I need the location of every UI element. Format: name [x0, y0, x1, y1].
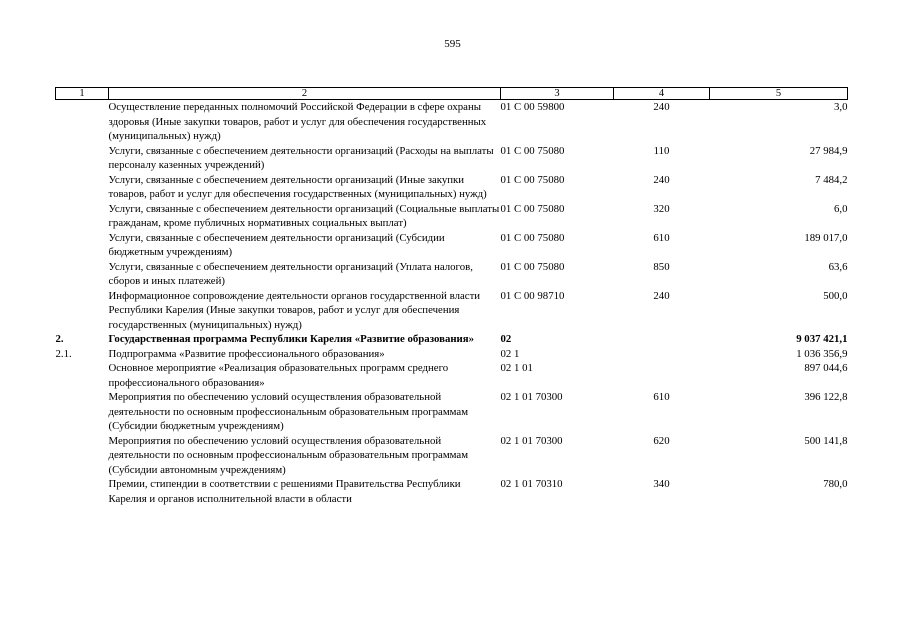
row-code: 02 1 01 70300 — [500, 434, 563, 447]
row-expense-type: 240 — [653, 101, 670, 113]
row-number: 2. — [55, 333, 64, 345]
row-number — [56, 390, 109, 434]
table-row — [56, 390, 848, 434]
row-code: 01 С 00 59800 — [500, 101, 565, 113]
table-header — [56, 88, 848, 100]
row-name: Услуги, связанные с обеспечением деятельности организаций (Субсидии бюджетным учреждениям) — [108, 231, 445, 258]
row-number — [56, 289, 109, 333]
table-body — [56, 100, 848, 507]
row-expense-type: 620 — [653, 434, 670, 447]
row-expense-type: 240 — [653, 173, 670, 186]
row-name: Основное мероприятие «Реализация образовательных программ среднего профессионального образования» — [108, 362, 449, 389]
row-expense-type: 610 — [653, 231, 670, 244]
header-col-3: 3 — [501, 88, 614, 100]
row-name: Информационное сопровождение деятельности органов государственной власти Республики Карелия (Иные закупки товаров, работ и услуг для обеспечения государственных (муниципальных) нужд) — [108, 289, 481, 331]
table-row — [56, 477, 848, 506]
row-amount: 396 122,8 — [804, 391, 848, 403]
table-row — [56, 231, 848, 260]
row-name: Государственная программа Республики Карелия «Развитие образования» — [108, 333, 475, 345]
row-code: 01 С 00 75080 — [500, 202, 565, 215]
row-amount: 897 044,6 — [804, 362, 848, 374]
table-row — [56, 173, 848, 202]
row-number — [56, 144, 109, 173]
table-row — [56, 100, 848, 144]
row-code: 02 1 01 — [500, 362, 533, 374]
row-code: 02 1 01 70310 — [500, 478, 563, 490]
row-name: Подпрограмма «Развитие профессионального образования» — [108, 347, 385, 360]
row-name: Мероприятия по обеспечению условий осуществления образовательной деятельности по основным профессиональным образовательным программам (Субсидии автономным учреждениям) — [108, 434, 469, 476]
row-amount: 1 036 356,9 — [796, 347, 848, 360]
row-name: Премии, стипендии в соответствии с решениями Правительства Республики Карелия и органов исполнительной власти в области — [108, 478, 461, 505]
header-row — [56, 88, 848, 100]
row-number — [56, 202, 109, 231]
row-number — [56, 260, 109, 289]
table-row — [56, 434, 848, 478]
budget-table — [55, 87, 848, 506]
row-code: 01 С 00 75080 — [500, 260, 565, 273]
row-number — [56, 434, 109, 478]
header-col-1: 1 — [56, 88, 109, 100]
row-code: 01 С 00 75080 — [500, 173, 565, 186]
row-name: Услуги, связанные с обеспечением деятельности организаций (Иные закупки товаров, работ и услуг для обеспечения государственных (муниципальных) нужд) — [108, 173, 487, 200]
row-expense-type — [614, 361, 710, 390]
row-name: Осуществление переданных полномочий Российской Федерации в сфере охраны здоровья (Иные закупки товаров, работ и услуг для обеспечения государственных (муниципальных) нужд) — [108, 101, 487, 142]
row-code: 02 1 — [500, 347, 520, 360]
row-expense-type: 240 — [653, 289, 670, 302]
row-amount: 3,0 — [834, 101, 848, 113]
row-code: 02 1 01 70300 — [500, 391, 563, 403]
row-number — [56, 477, 109, 506]
row-expense-type: 850 — [653, 260, 670, 273]
page-number: 595 — [444, 38, 461, 50]
table-row — [56, 361, 848, 390]
row-number — [56, 231, 109, 260]
header-col-2: 2 — [109, 88, 501, 100]
row-code: 01 С 00 75080 — [500, 144, 565, 157]
row-amount: 9 037 421,1 — [796, 333, 848, 345]
row-code: 02 — [500, 333, 512, 345]
row-expense-type: 320 — [653, 202, 670, 215]
row-number — [56, 173, 109, 202]
row-name: Услуги, связанные с обеспечением деятельности организаций (Уплата налогов, сборов и иных платежей) — [108, 260, 473, 287]
table-row — [56, 289, 848, 333]
table-row — [56, 144, 848, 173]
header-col-5: 5 — [710, 88, 848, 100]
row-expense-type — [614, 332, 710, 347]
row-code: 01 С 00 75080 — [500, 231, 565, 244]
row-expense-type: 340 — [653, 478, 670, 490]
row-number — [56, 100, 109, 144]
row-amount: 63,6 — [828, 260, 848, 273]
header-col-4: 4 — [614, 88, 710, 100]
row-number — [56, 361, 109, 390]
table-row — [56, 332, 848, 347]
row-expense-type: 610 — [653, 391, 670, 403]
row-amount: 6,0 — [834, 202, 848, 215]
row-code: 01 С 00 98710 — [500, 289, 565, 302]
row-amount: 27 984,9 — [809, 144, 848, 157]
row-number: 2.1. — [55, 347, 72, 360]
table-row — [56, 347, 848, 362]
row-name: Мероприятия по обеспечению условий осуществления образовательной деятельности по основным профессиональным образовательным программам (Субсидии бюджетным учреждениям) — [108, 391, 469, 432]
row-name: Услуги, связанные с обеспечением деятельности организаций (Расходы на выплаты персоналу казенных учреждений) — [108, 144, 494, 171]
row-amount: 500 141,8 — [804, 434, 848, 447]
row-amount: 780,0 — [823, 478, 848, 490]
row-name: Услуги, связанные с обеспечением деятельности организаций (Социальные выплаты гражданам, кроме публичных нормативных социальных выплат) — [108, 202, 500, 229]
row-amount: 500,0 — [823, 289, 848, 302]
row-amount: 189 017,0 — [804, 231, 848, 244]
row-expense-type: 110 — [653, 144, 670, 157]
table-row — [56, 260, 848, 289]
table-row — [56, 202, 848, 231]
row-expense-type — [614, 347, 710, 362]
row-amount: 7 484,2 — [815, 173, 848, 186]
